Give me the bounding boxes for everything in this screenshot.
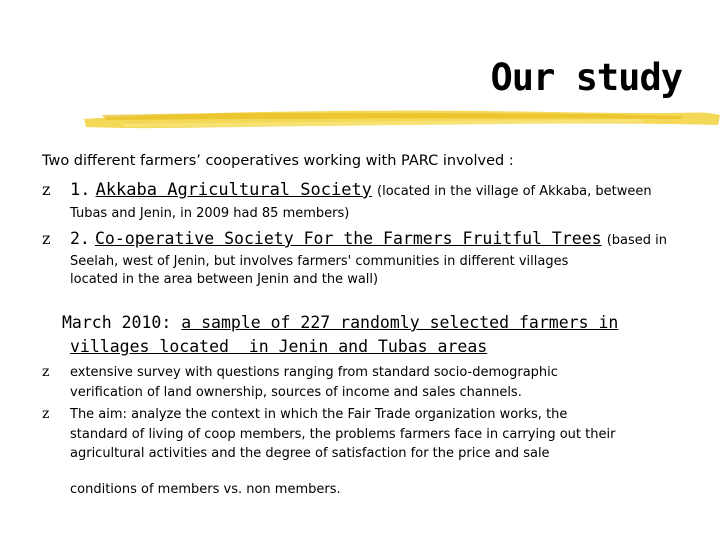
point-2-line-2: standard of living of coop members, the problems farmers face in carrying out their — [70, 427, 616, 442]
coop-2-heading — [70, 229, 667, 248]
coop-2-desc-cont: Seelah, west of Jenin, but involves farmers' communities in different villages — [70, 254, 569, 269]
point-2-line-3: agricultural activities and the degree of satisfaction for the price and sale — [70, 446, 550, 461]
sample-text: a sample of 227 randomly selected farmers in — [181, 313, 619, 332]
coop-1-number: 1. — [70, 180, 91, 200]
point-2-line-4: conditions of members vs. non members. — [70, 482, 341, 497]
page-title: Our study — [490, 56, 682, 99]
sample-line-2: villages located in Jenin and Tubas areas — [70, 337, 488, 356]
bullet-icon: z — [42, 180, 51, 199]
sample-line-1 — [62, 313, 618, 332]
bullet-icon: z — [42, 229, 51, 248]
intro-text: Two different farmers’ cooperatives working with PARC involved : — [42, 153, 514, 169]
coop-1-desc-cont: Tubas and Jenin, in 2009 had 85 members) — [70, 206, 350, 221]
sample-date: March 2010: — [62, 313, 172, 332]
bullet-icon: z — [42, 364, 50, 380]
title-underline-brushstroke — [82, 103, 720, 133]
coop-1-heading — [70, 180, 652, 200]
coop-2-number: 2. — [70, 229, 90, 248]
coop-2-desc-cont-2: located in the area between Jenin and the wall) — [70, 272, 379, 287]
coop-1-desc: (located in the village of Akkaba, between — [377, 184, 652, 199]
point-2-line-1: The aim: analyze the context in which the Fair Trade organization works, the — [70, 407, 568, 422]
coop-2-name: Co-operative Society For the Farmers Fruitful Trees — [94, 229, 602, 248]
point-1-line-2: verification of land ownership, sources of income and sales channels. — [70, 385, 522, 400]
bullet-icon: z — [42, 406, 50, 422]
coop-2-desc: (based in — [606, 233, 667, 248]
point-1-line-1: extensive survey with questions ranging from standard socio-demographic — [70, 365, 558, 380]
coop-1-name: Akkaba Agricultural Society — [95, 180, 372, 200]
